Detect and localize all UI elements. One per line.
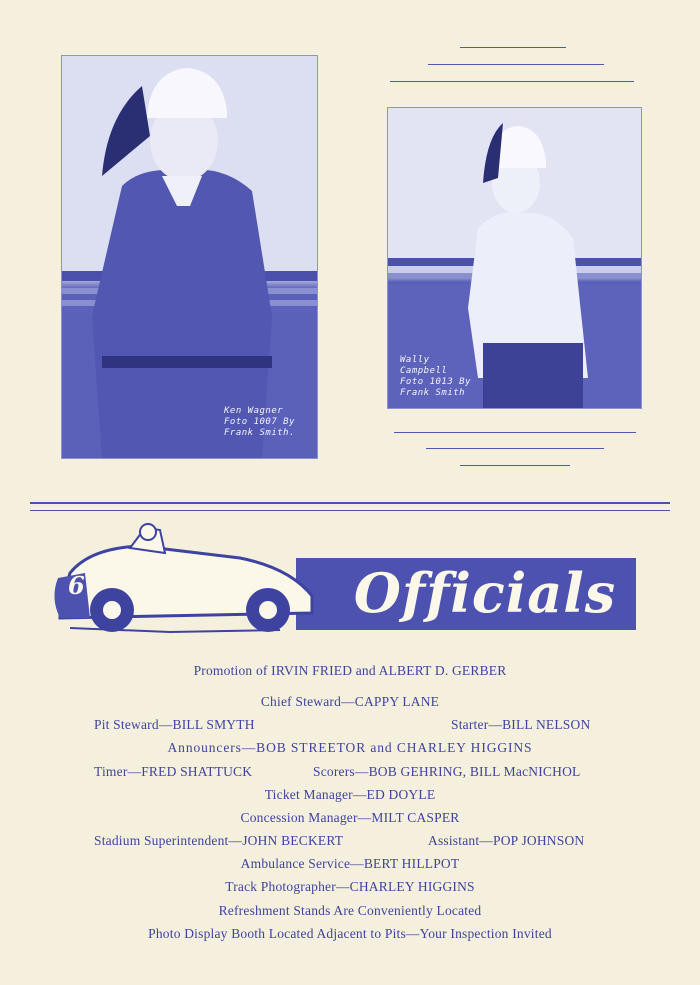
car-number: 6 <box>68 571 85 600</box>
driver-photo-ken-wagner <box>61 55 318 459</box>
chief-steward-line: Chief Steward—CAPPY LANE <box>260 694 440 709</box>
driver-photo-wally-campbell <box>387 107 642 409</box>
decorative-rule <box>460 465 570 466</box>
photo-caption-right: Wally Campbell Foto 1013 By Frank Smith <box>400 355 472 398</box>
ticket-manager-line: Ticket Manager—ED DOYLE <box>264 787 436 802</box>
photo-booth-line: Photo Display Booth Located Adjacent to Pits—Your Inspection Invited <box>148 926 552 941</box>
decorative-rule <box>460 47 566 48</box>
concession-manager-line: Concession Manager—MILT CASPER <box>240 810 460 825</box>
photographer-line: Track Photographer—CHARLEY HIGGINS <box>225 879 475 894</box>
decorative-rule <box>390 81 634 82</box>
photo-caption-left: Ken Wagner Foto 1007 By Frank Smith. <box>224 406 296 438</box>
ambulance-line: Ambulance Service—BERT HILLPOT <box>240 856 460 871</box>
stadium-superintendent-line: Stadium Superintendent—JOHN BECKERT <box>94 833 344 848</box>
timer-line: Timer—FRED SHATTUCK <box>94 764 253 779</box>
section-divider <box>30 502 670 511</box>
starter-line: Starter—BILL NELSON <box>451 717 591 732</box>
driver-figure-left <box>62 56 317 458</box>
race-car-illustration <box>50 518 320 638</box>
decorative-rule <box>426 448 604 449</box>
announcers-line: Announcers—BOB STREETOR and CHARLEY HIGGINS <box>167 740 533 755</box>
scorers-line: Scorers—BOB GEHRING, BILL MacNICHOL <box>313 764 581 779</box>
decorative-rule <box>428 64 604 65</box>
decorative-rule <box>394 432 636 433</box>
refreshments-line: Refreshment Stands Are Conveniently Located <box>218 903 482 918</box>
pit-steward-line: Pit Steward—BILL SMYTH <box>94 717 255 732</box>
assistant-line: Assistant—POP JOHNSON <box>428 833 585 848</box>
officials-title: Officials <box>353 561 617 625</box>
promotion-line: Promotion of IRVIN FRIED and ALBERT D. GERBER <box>193 663 507 678</box>
